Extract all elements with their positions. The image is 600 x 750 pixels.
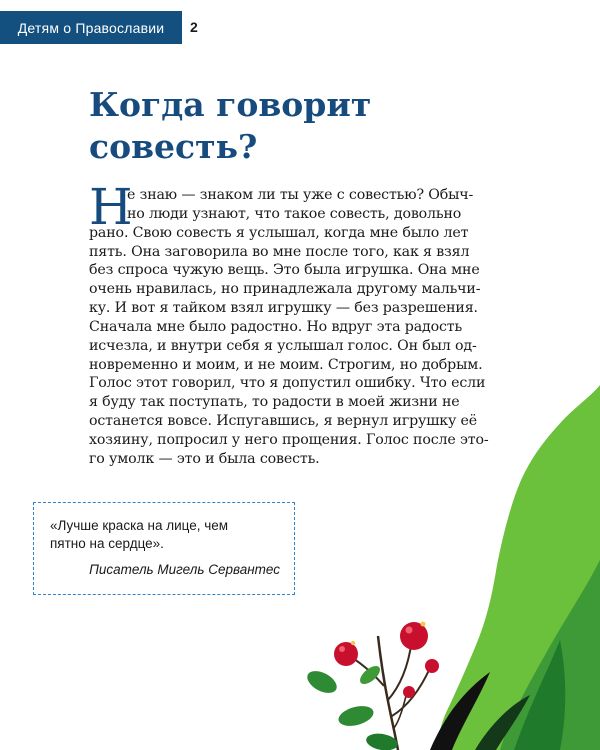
red-berry: [425, 659, 439, 673]
body-line: Сначала мне было радостно. Но вдруг эта радость: [89, 318, 463, 335]
body-line: ку. И вот я тайком взял игрушку — без разрешения.: [89, 300, 478, 317]
body-line: останется вовсе. Испугавшись, я вернул игрушку её: [89, 413, 478, 430]
title-line: Когда говорит: [89, 85, 372, 124]
body-line: я буду так поступать, то радости в моей жизни не: [89, 394, 460, 411]
body-line: рано. Свою совесть я услышал, когда мне было лет: [89, 224, 469, 241]
title-line: совесть?: [89, 127, 258, 166]
quote-author: Писатель Мигель Сервантес: [89, 562, 280, 577]
berry-tip: [421, 622, 426, 627]
branch-stem: [378, 636, 398, 750]
drop-cap-letter: Н: [89, 178, 133, 236]
berry-highlight: [339, 646, 345, 652]
leaf: [304, 667, 341, 698]
body-line: очень нравилась, но принадлежала другому мальчи-: [89, 281, 481, 298]
quote-line: «Лучше краска на лице, чем: [50, 518, 229, 533]
berry-tip: [351, 641, 355, 645]
body-line: Голос этот говорил, что я допустил ошибку. Что если: [89, 375, 486, 392]
body-line: го умолк — это и была совесть.: [89, 450, 320, 467]
body-line: без спроса чужую вещь. Это была игрушка. Она мне: [89, 262, 480, 279]
body-line: пять. Она заговорила во мне после того, как я взял: [89, 243, 470, 260]
leaf: [357, 663, 383, 688]
page-number: 2: [190, 19, 198, 35]
red-berry: [403, 686, 415, 698]
body-line: исчезла, и внутри себя я услышал голос. Он был од-: [89, 337, 477, 354]
body-line: е знаю — знаком ли ты уже с совестью? Обыч-: [127, 187, 474, 203]
red-berry: [334, 642, 358, 666]
body-line: но люди узнают, что такое совесть, довольно: [127, 205, 462, 222]
berry-highlight: [406, 627, 413, 634]
section-label: Детям о Православии: [17, 19, 165, 36]
body-line: новременно и моим, и не моим. Строгим, но добрым.: [89, 356, 483, 373]
leaf: [336, 703, 375, 730]
quote-line: пятно на сердце».: [50, 536, 164, 551]
body-line: хозяину, попросил у него прощения. Голос после это-: [89, 431, 489, 448]
